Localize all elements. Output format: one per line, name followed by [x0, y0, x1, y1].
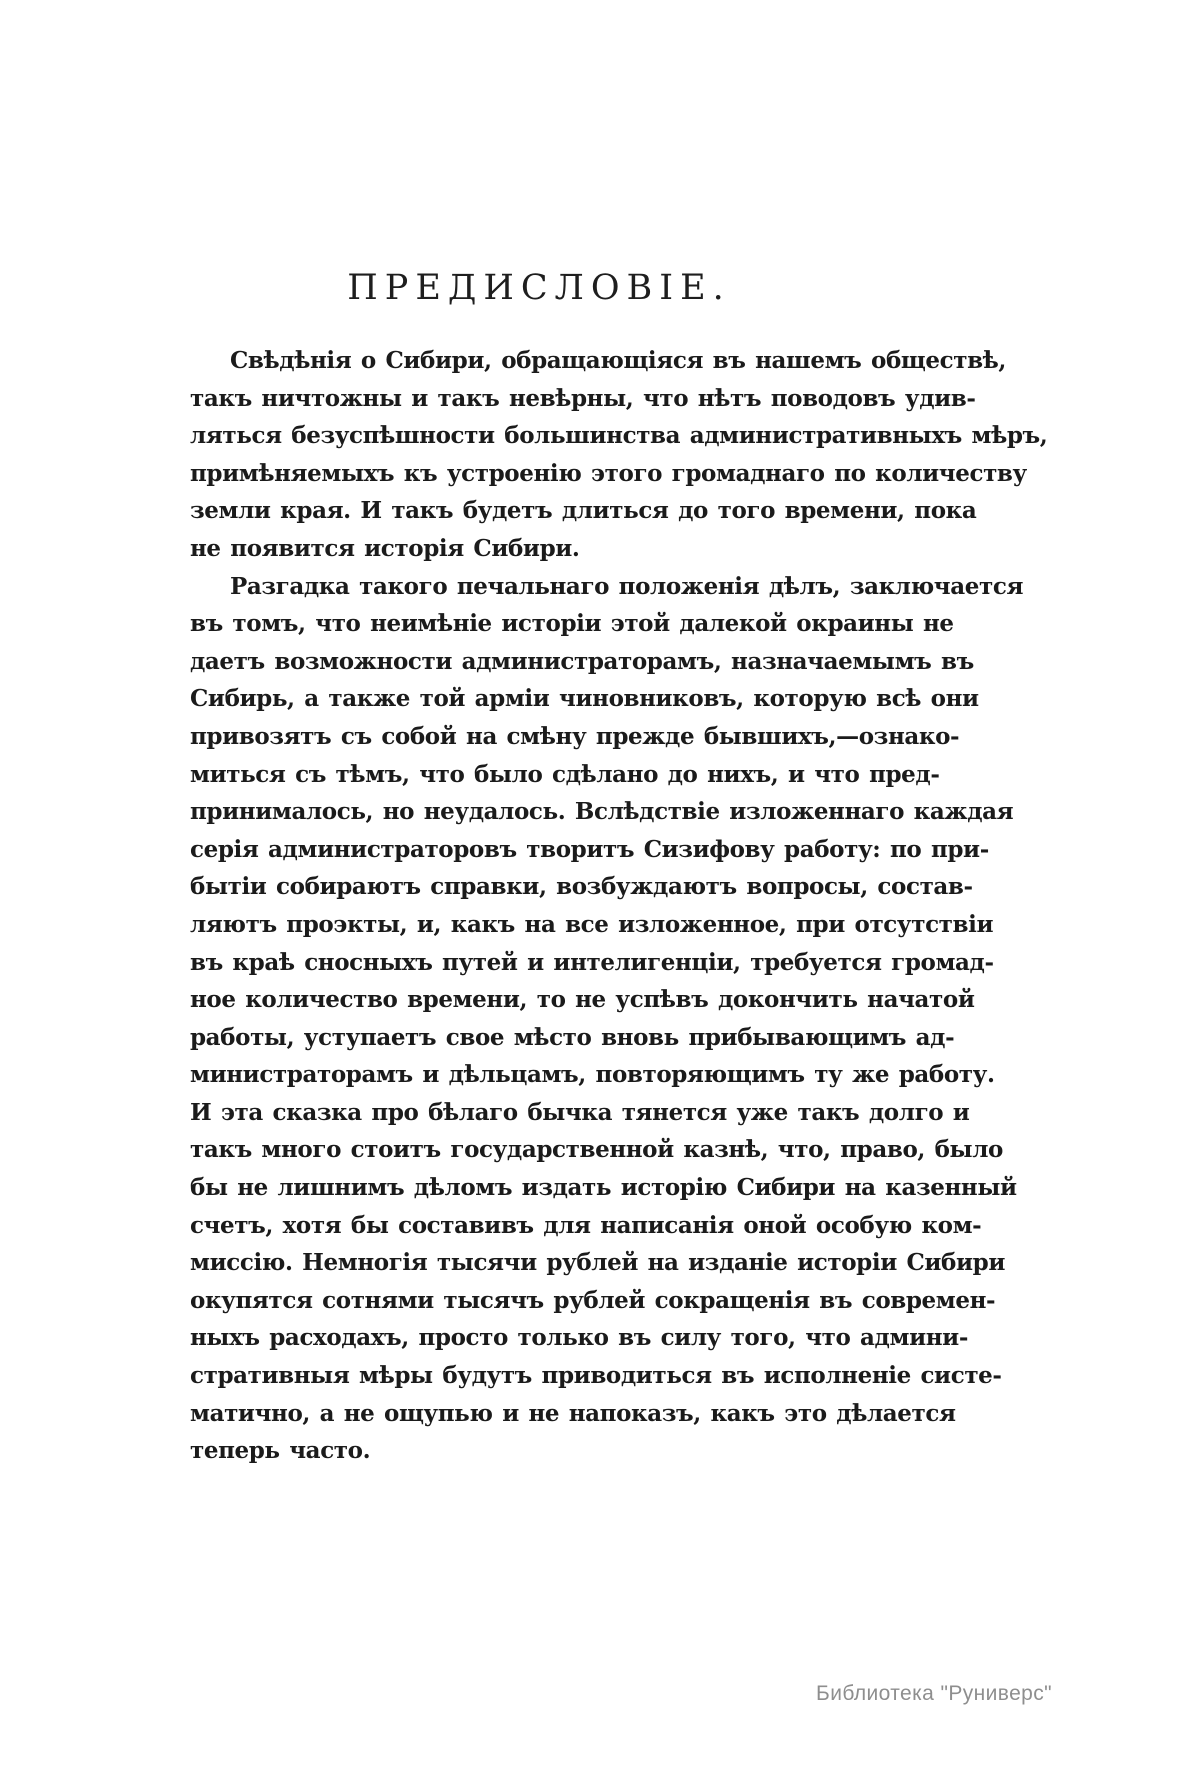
- text-line: ляютъ проэкты, и, какъ на все изложенное, при отсутствіи: [190, 910, 994, 938]
- text-line: теперь часто.: [190, 1437, 371, 1465]
- text-line: Свѣдѣнія о Сибири, обращающіяся въ нашемъ обществѣ,: [230, 347, 1007, 374]
- text-line: даетъ возможности администраторамъ, назначаемымъ въ: [190, 647, 974, 675]
- text-column: [190, 0, 1048, 1470]
- text-line: въ краѣ сносныхъ путей и интелигенціи, требуется громад-: [190, 948, 994, 976]
- text-line: ляться безуспѣшности большинства административныхъ мѣръ,: [190, 422, 1048, 450]
- text-line: миссію. Немногія тысячи рублей на изданіе исторіи Сибири: [190, 1249, 1005, 1277]
- text-line: бытіи собираютъ справки, возбуждаютъ вопросы, состав-: [190, 873, 973, 901]
- text-line: министраторамъ и дѣльцамъ, повторяющимъ ту же работу.: [190, 1061, 995, 1089]
- text-line: не появится исторія Сибири.: [190, 534, 580, 562]
- text-line: земли края. И такъ будетъ длиться до того времени, пока: [190, 497, 977, 525]
- text-line: матично, а не ощупью и не напоказъ, какъ это дѣлается: [190, 1399, 956, 1427]
- text-line: такъ много стоитъ государственной казнѣ, что, право, было: [190, 1136, 1003, 1164]
- text-line: ное количество времени, то не успѣвъ докончить начатой: [190, 986, 975, 1014]
- text-line: И эта сказка про бѣлаго бычка тянется уже такъ долго и: [190, 1098, 970, 1126]
- text-line: ныхъ расходахъ, просто только въ силу того, что админи-: [190, 1324, 968, 1352]
- body-text: [190, 342, 1048, 1470]
- page-title: ПРЕДИСЛОВІЕ.: [347, 268, 731, 308]
- text-line: окупятся сотнями тысячъ рублей сокращенія въ современ-: [190, 1286, 996, 1314]
- text-line: счетъ, хотя бы составивъ для написанія оной особую ком-: [190, 1211, 982, 1239]
- text-line: миться съ тѣмъ, что было сдѣлано до нихъ, и что пред-: [190, 760, 940, 788]
- library-watermark: Библиотека "Руниверс": [816, 1682, 1052, 1705]
- text-line: бы не лишнимъ дѣломъ издать исторію Сибири на казенный: [190, 1174, 1017, 1202]
- text-line: Сибирь, а также той арміи чиновниковъ, которую всѣ они: [190, 685, 979, 713]
- text-line: серія администраторовъ творитъ Сизифову работу: по при-: [190, 835, 989, 863]
- text-line: стративныя мѣры будутъ приводиться въ исполненіе систе-: [190, 1362, 1002, 1390]
- text-line: привозятъ съ собой на смѣну прежде бывшихъ,—ознако-: [190, 722, 960, 750]
- text-line: Разгадка такого печальнаго положенія дѣлъ, заключается: [230, 572, 1024, 600]
- text-line: работы, уступаетъ свое мѣсто вновь прибывающимъ ад-: [190, 1023, 955, 1051]
- text-line: принималось, но неудалось. Вслѣдствіе изложеннаго каждая: [190, 798, 1014, 826]
- text-line: въ томъ, что неимѣніе исторіи этой далекой окраины не: [190, 610, 954, 638]
- text-line: такъ ничтожны и такъ невѣрны, что нѣтъ поводовъ удив-: [190, 384, 976, 412]
- text-line: примѣняемыхъ къ устроенію этого громаднаго по количеству: [190, 459, 1027, 487]
